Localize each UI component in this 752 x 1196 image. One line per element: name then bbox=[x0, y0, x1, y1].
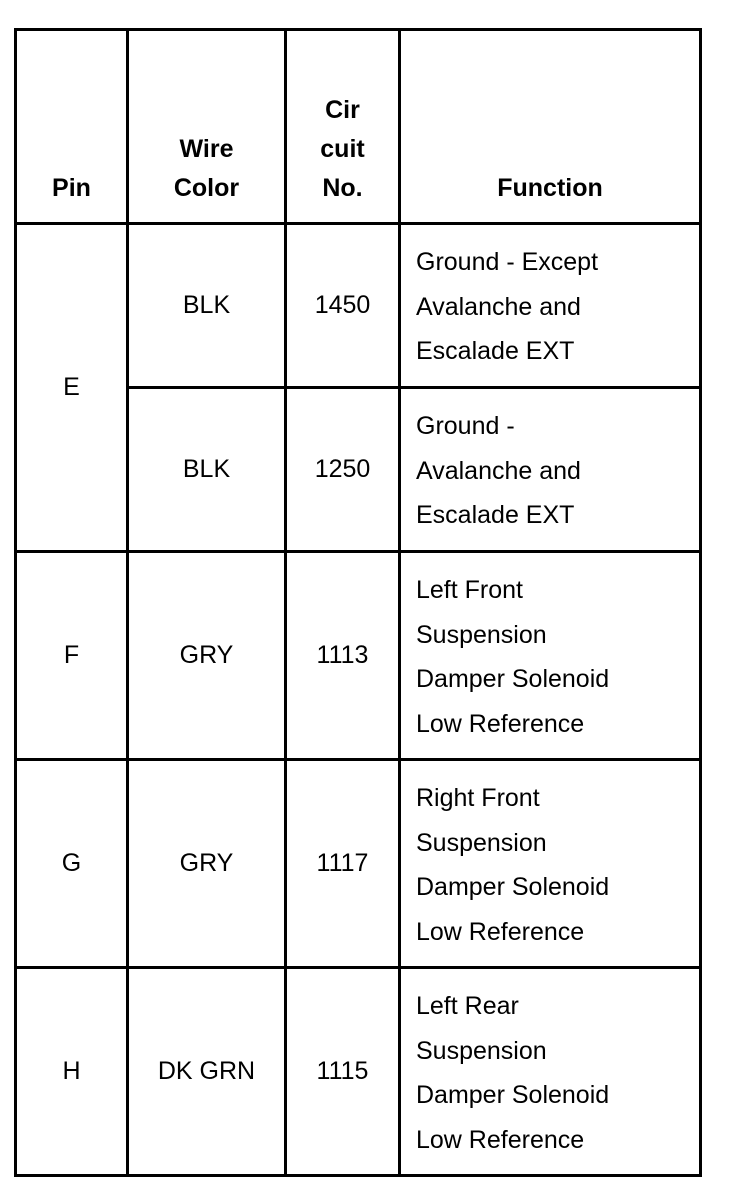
pin-cell: F bbox=[16, 552, 128, 760]
table-row bbox=[16, 224, 701, 388]
function-line: Suspension bbox=[416, 1036, 547, 1065]
function-line: Damper Solenoid bbox=[416, 873, 610, 901]
function-line: Ground - Except bbox=[416, 248, 599, 276]
circuit-no-cell: 1117 bbox=[286, 760, 400, 968]
circuit-no-cell: 1113 bbox=[286, 552, 400, 760]
function-line: Damper Solenoid bbox=[416, 1081, 610, 1109]
wire-color-cell: GRY bbox=[128, 760, 286, 968]
header-pin: Pin bbox=[16, 30, 128, 224]
header-function: Function bbox=[400, 30, 701, 224]
wire-color-cell: BLK bbox=[128, 388, 286, 552]
function-line: Ground - bbox=[416, 412, 515, 440]
function-line: Escalade EXT bbox=[416, 501, 575, 529]
function-cell bbox=[400, 388, 701, 552]
function-line: Low Reference bbox=[416, 917, 585, 946]
header-wire-color: Wire Color bbox=[128, 30, 286, 224]
circuit-no-cell: 1450 bbox=[286, 224, 400, 388]
connector-pinout-table bbox=[14, 28, 702, 1177]
function-line: Left Front bbox=[416, 576, 523, 604]
function-line: Low Reference bbox=[416, 1125, 585, 1154]
function-cell bbox=[400, 552, 701, 760]
function-cell bbox=[400, 968, 701, 1176]
header-row bbox=[16, 30, 701, 224]
circuit-no-cell: 1250 bbox=[286, 388, 400, 552]
wire-color-cell: GRY bbox=[128, 552, 286, 760]
pin-cell: E bbox=[16, 224, 128, 552]
function-line: Left Rear bbox=[416, 992, 519, 1020]
header-circuit-no: Cir cuit No. bbox=[286, 30, 400, 224]
table-row bbox=[16, 968, 701, 1176]
wire-color-cell: BLK bbox=[128, 224, 286, 388]
table-row bbox=[16, 552, 701, 760]
function-cell bbox=[400, 224, 701, 388]
circuit-no-cell: 1115 bbox=[286, 968, 400, 1176]
function-line: Right Front bbox=[416, 784, 540, 812]
function-line: Low Reference bbox=[416, 709, 585, 738]
function-line: Avalanche and bbox=[416, 456, 581, 485]
table-row bbox=[16, 760, 701, 968]
function-line: Suspension bbox=[416, 620, 547, 649]
function-line: Escalade EXT bbox=[416, 337, 575, 365]
function-line: Damper Solenoid bbox=[416, 665, 610, 693]
pin-cell: G bbox=[16, 760, 128, 968]
function-cell bbox=[400, 760, 701, 968]
function-line: Suspension bbox=[416, 828, 547, 857]
function-line: Avalanche and bbox=[416, 292, 581, 321]
pin-cell: H bbox=[16, 968, 128, 1176]
wire-color-cell: DK GRN bbox=[128, 968, 286, 1176]
